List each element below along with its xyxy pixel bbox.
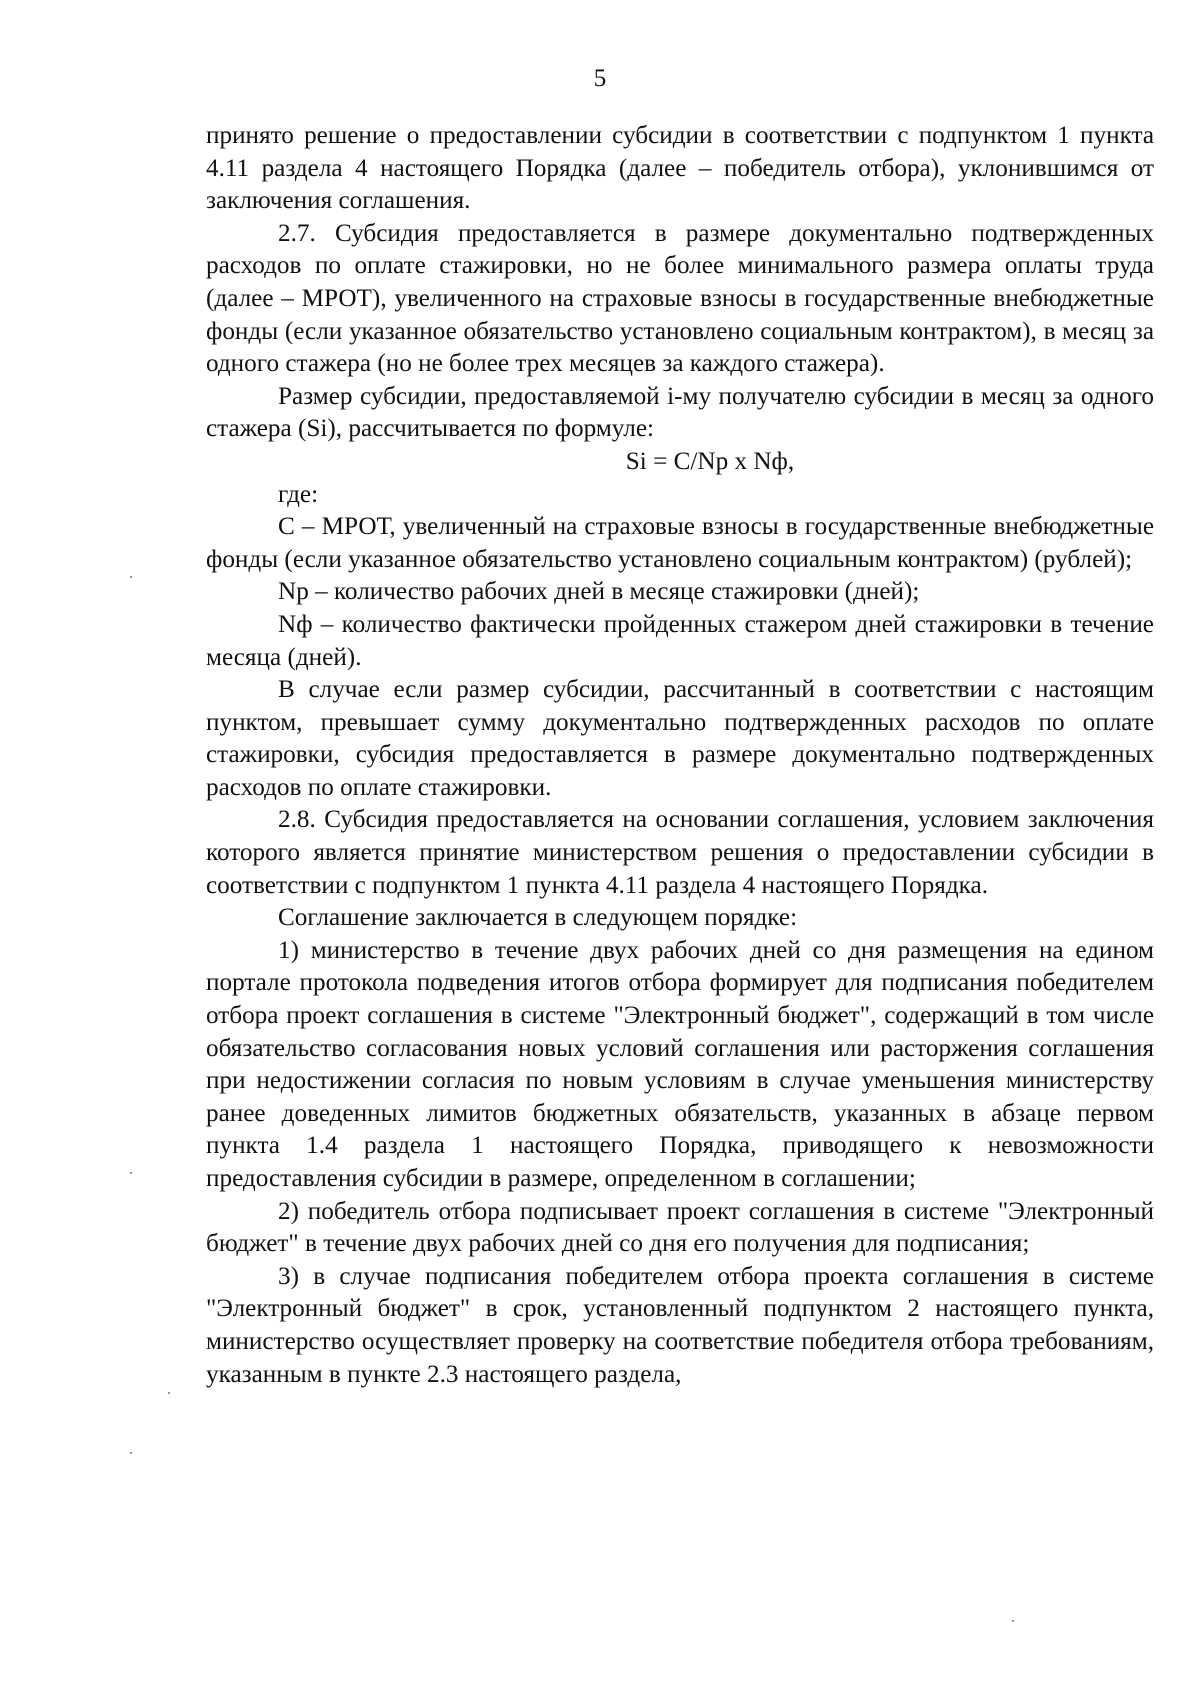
scan-speck [168,1392,170,1394]
paragraph-2-8: 2.8. Субсидия предоставляется на основании соглашения, условием заключения которого является принятие министерством решения о предоставлении субсидии в соответствии с подпунктом 1 пункта 4.11 раздела 4 настоящего Порядка. [206,806,1154,899]
paragraph-agreement-order: Соглашение заключается в следующем порядке: [278,904,798,932]
page-number: 5 [593,65,607,92]
document-body [206,120,1154,1391]
paragraph-excess-case: В случае если размер субсидии, рассчитанный в соответствии с настоящим пунктом, превышает сумму документально подтвержденных расходов по оплате стажировки, субсидия предоставляется в размере документально подтвержденных расходов по оплате стажировки. [206,676,1154,801]
scan-speck [1012,1620,1014,1622]
paragraph-subsidy-size: Размер субсидии, предоставляемой i-му получателю субсидии в месяц за одного стажера (Si), рассчитывается по формуле: [206,382,1154,443]
list-item-3: 3) в случае подписания победителем отбора проекта соглашения в системе "Электронный бюджет" в срок, установленный подпунктом 2 настоящего пункта, министерство осуществляет проверку на соответствие победителя отбора требованиям, указанным в пункте 2.3 настоящего раздела, [206,1262,1154,1388]
definition-nf: Nф – количество фактически пройденных стажером дней стажировки в течение месяца (дней). [206,610,1154,671]
paragraph-continuation: принято решение о предоставлении субсидии в соответствии с подпунктом 1 пункта 4.11 раздела 4 настоящего Порядка (далее – победитель отбора), уклонившимся от заключения соглашения. [206,122,1154,215]
scan-speck [130,1452,132,1454]
formula: Si = C/Np x Nф, [625,447,795,475]
definition-np: Np – количество рабочих дней в месяце стажировки (дней); [278,578,920,606]
scan-speck [130,1172,132,1174]
definition-c: C – МРОТ, увеличенный на страховые взносы в государственные внебюджетные фонды (если указанное обязательство установлено социальным контрактом) (рублей); [206,513,1154,573]
paragraph-2-7: 2.7. Субсидия предоставляется в размере документально подтвержденных расходов по оплате стажировки, но не более минимального размера оплаты труда (далее – МРОТ), увеличенного на страховые взносы в государственные внебюджетные фонды (если указанное обязательство установлено социальным контрактом), в месяц за одного стажера (но не более трех месяцев за каждого стажера). [206,219,1154,378]
formula-where: где: [278,480,319,508]
scan-speck [130,576,132,578]
list-item-1: 1) министерство в течение двух рабочих дней со дня размещения на едином портале протокола подведения итогов отбора формирует для подписания победителем отбора проект соглашения в системе "Электронный бюджет", содержащий в том числе обязательство согласования новых условий соглашения или расторжения соглашения при недостижении согласия по новым условиям в случае уменьшения министерству ранее доведенных лимитов бюджетных обязательств, указанных в абзаце первом пункта 1.4 раздела 1 настоящего Порядка, приводящего к невозможности предоставления субсидии в размере, определенном в соглашении; [206,936,1154,1192]
list-item-2: 2) победитель отбора подписывает проект соглашения в системе "Электронный бюджет" в течение двух рабочих дней со дня его получения для подписания; [206,1197,1154,1258]
